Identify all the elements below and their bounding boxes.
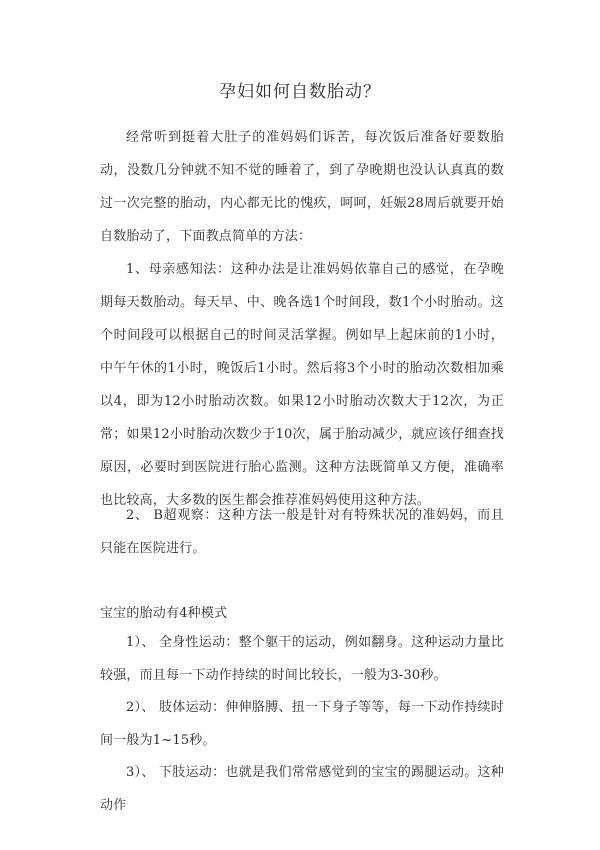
method-2-paragraph: 2、 B超观察：这种方法一般是针对有特殊状况的准妈妈，而且只能在医院进行。: [100, 508, 504, 556]
method-1-paragraph: 1、母亲感知法：这种办法是让准妈妈依靠自己的感觉，在孕晚期每天数胎动。每天早、中、晚各选1个时间段，数1个小时胎动。这个时间段可以根据自己的时间灵活掌握。例如早上起床前的1小时，中午午休的1小时，晚饭后1小时。然后将3个小时的胎动次数相加乘以4，即为12小时胎动次数。如果12小时胎动次数大于12次，为正常；如果12小时胎动次数少于10次，属于胎动减少，就应该仔细查找原因，必要时到医院进行胎心监测。这种方法既简单又方便，准确率也比较高，大多数的医生都会推荐准妈妈使用这种方法。: [100, 262, 504, 508]
mode-1-paragraph: 1）、 全身性运动：整个躯干的运动，例如翻身。这种运动力量比较强，而且每一下动作持续的时间比较长，一般为3-30秒。: [100, 635, 504, 683]
mode-2-paragraph: 2）、 肢体运动：伸伸胳膊、扭一下身子等等，每一下动作持续时间一般为1~15秒。: [100, 700, 504, 748]
document-title: 孕妇如何自数胎动？: [219, 82, 381, 102]
mode-3-paragraph: 3）、 下肢运动：也就是我们常常感觉到的宝宝的踢腿运动。这种动作: [100, 765, 504, 813]
modes-heading: 宝宝的胎动有4种模式: [100, 606, 228, 621]
intro-paragraph: 经常听到挺着大肚子的准妈妈们诉苦，每次饭后准备好要数胎动，没数几分钟就不知不觉的睡着了，到了孕晚期也没认认真真的数过一次完整的胎动，内心都无比的愧疚，呵呵，妊娠28周后就要开始自数胎动了，下面教点简单的方法：: [100, 130, 504, 244]
